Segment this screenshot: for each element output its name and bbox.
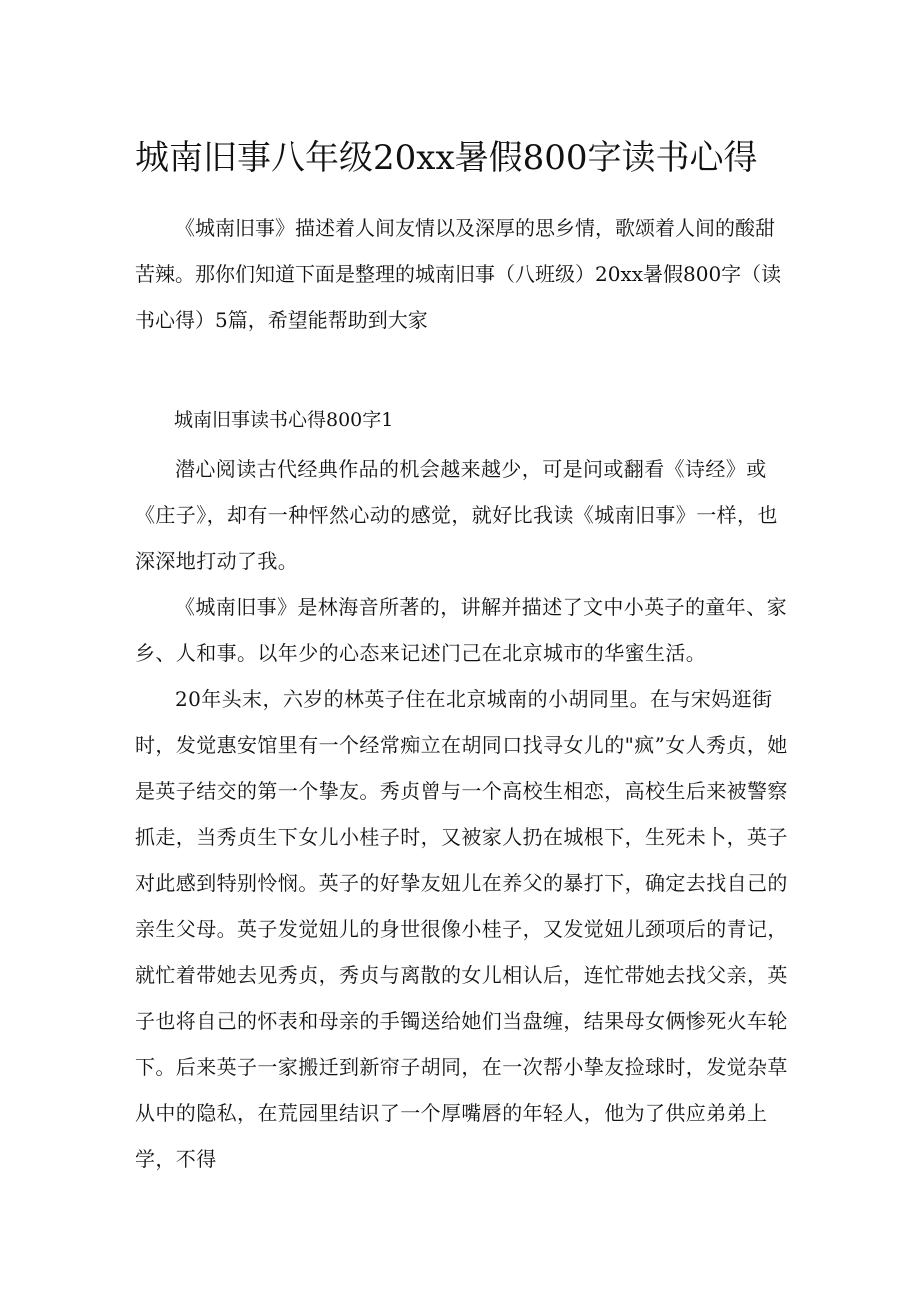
body-text xyxy=(135,446,797,1182)
document-title: 城南旧事八年级20xx暑假800字读书心得 xyxy=(135,138,758,178)
intro-paragraph: 《城南旧事》描述着人间友情以及深厚的思乡情，歌颂着人间的酸甜苦辣。那你们知道下面是整理的城南旧事（八班级）20xx暑假800字（读书心得）5篇，希望能帮助到大家 xyxy=(135,216,782,332)
section-heading: 城南旧事读书心得800字1 xyxy=(174,409,394,431)
paragraph-2: 《城南旧事》是林海音所著的，讲解并描述了文中小英子的童年、家乡、人和事。以年少的心态来记述门己在北京城市的华蜜生活。 xyxy=(135,595,787,665)
paragraph-3: 20年头末，六岁的林英子住在北京城南的小胡同里。在与宋妈逛街时，发觉惠安馆里有一个经常痴立在胡同口找寻女儿的"疯”女人秀贞，她是英子结交的第一个挚友。秀贞曾与一个高校生相恋，高校生后来被警察抓走，当秀贞生下女儿小桂子时，又被家人扔在城根下，生死未卜，英子对此感到特别怜悯。英子的好挚友妞儿在养父的暴打下，确定去找自己的亲生父母。英子发觉妞儿的身世很像小桂子，又发觉妞儿颈项后的青记，就忙着带她去见秀贞，秀贞与离散的女儿相认后，连忙带她去找父亲，英子也将自己的怀表和母亲的手镯送给她们当盘缠，结果母女俩惨死火车轮下。后来英子一家搬迁到新帘子胡同，在一次帮小挚友捡球时，发觉杂草从中的隐私，在荒园里结识了一个厚嘴唇的年轻人，他为了供应弟弟上学，不得 xyxy=(135,687,788,1171)
paragraph-1: 潜心阅读古代经典作品的机会越来越少，可是问或翻看《诗经》或《庄子》，却有一种怦然心动的感觉，就好比我读《城南旧事》一样，也深深地打动了我。 xyxy=(135,457,778,573)
